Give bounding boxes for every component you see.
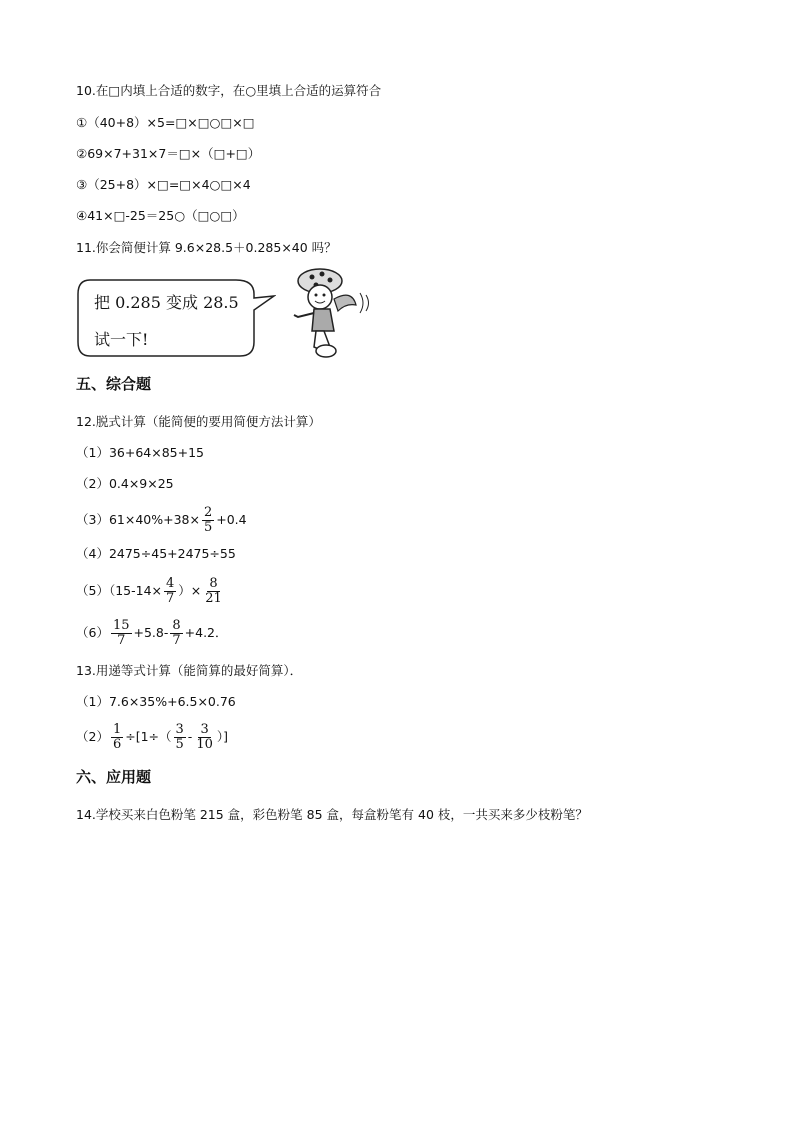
q12-part-1: （1）36+64×85+15 <box>76 445 204 460</box>
bubble-line-2: 试一下! <box>94 330 149 349</box>
expr-text: （6） <box>76 625 109 640</box>
fraction: $\frac{4}{7}$ <box>166 576 175 606</box>
section-6-heading: 六、应用题 <box>76 768 152 786</box>
q12-part-5 <box>76 577 226 606</box>
fraction: $\frac{3}{10}$ <box>196 722 213 752</box>
fraction: $\frac{8}{7}$ <box>172 618 181 648</box>
q13-part-2 <box>76 723 228 752</box>
expr-text: （3）61×40%+38× <box>76 512 200 527</box>
q10-item-3: ③（25+8）×□=□×4○□×4 <box>76 177 251 192</box>
q10-item-2: ②69×7+31×7＝□×（□+□） <box>76 146 261 161</box>
expr-text: ÷[1÷（ <box>125 729 172 744</box>
q12-part-2: （2）0.4×9×25 <box>76 476 174 491</box>
q12-part-6 <box>76 619 228 648</box>
q12-part-3 <box>76 506 247 535</box>
expr-text: ）× <box>178 583 202 598</box>
section-5-heading: 五、综合题 <box>76 375 152 393</box>
q10-item-1: ①（40+8）×5=□×□○□×□ <box>76 115 255 130</box>
fraction: $\frac{1}{6}$ <box>112 722 122 752</box>
expr-text: +4.2． <box>184 625 228 640</box>
expr-text: +5.8- <box>133 625 169 640</box>
expr-text: （5）（15-14× <box>76 583 162 598</box>
expr-text: - <box>187 729 193 744</box>
fraction: $\frac{2}{5}$ <box>203 505 213 535</box>
q10-title: 10.在□内填上合适的数字，在○里填上合适的运算符合 <box>76 83 382 98</box>
expr-text: （2） <box>76 729 109 744</box>
fraction: $\frac{3}{5}$ <box>175 722 184 752</box>
q12-part-4: （4）2475÷45+2475÷55 <box>76 546 236 561</box>
cartoon-boy-illustration <box>290 265 380 360</box>
q13-part-1: （1）7.6×35%+6.5×0.76 <box>76 694 236 709</box>
expr-text: ）] <box>216 729 228 744</box>
expr-text: +0.4 <box>216 512 247 527</box>
bubble-line-1: 把 0.285 变成 28.5 <box>94 293 239 312</box>
q13-title: 13.用递等式计算（能简算的最好简算）． <box>76 663 303 678</box>
fraction: $\frac{15}{7}$ <box>112 618 130 648</box>
q12-title: 12.脱式计算（能简便的要用简便方法计算） <box>76 414 321 429</box>
q10-item-4: ④41×□-25＝25○（□○□） <box>76 208 245 223</box>
fraction: $\frac{8}{21}$ <box>205 576 222 606</box>
q11-title: 11.你会简便计算 9.6×28.5＋0.285×40 吗？ <box>76 240 337 255</box>
q14-title: 14.学校买来白色粉笔 215 盒，彩色粉笔 85 盒，每盒粉笔有 40 枝，一共买来多少枝粉笔？ <box>76 807 588 822</box>
